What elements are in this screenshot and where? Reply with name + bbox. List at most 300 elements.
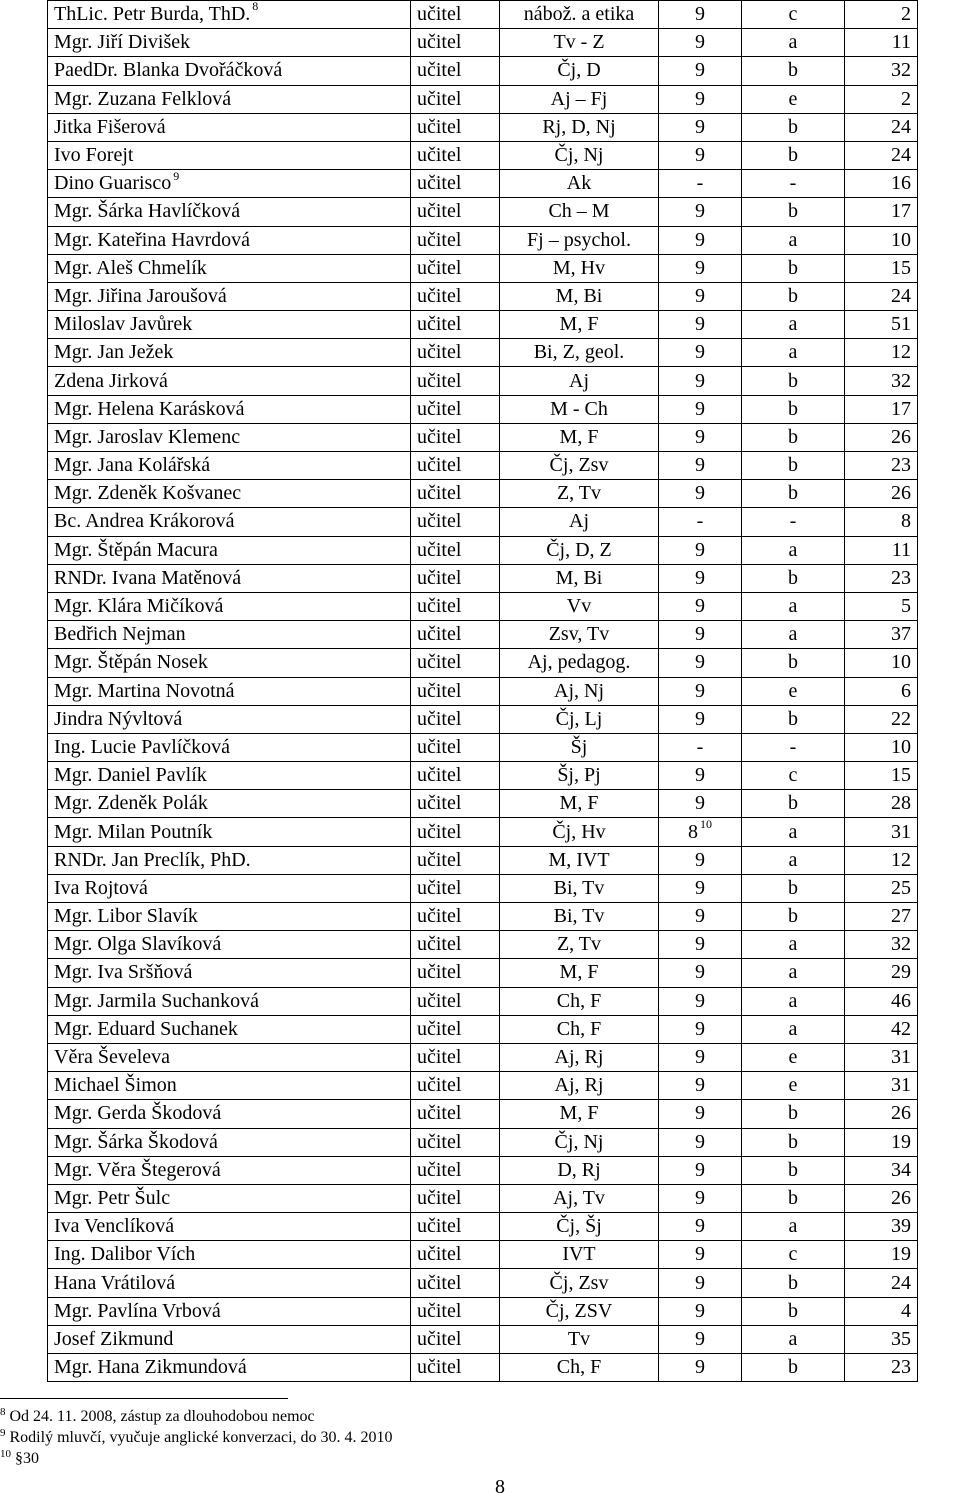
- grade-cell: [659, 1100, 742, 1128]
- number-cell: [845, 1128, 918, 1156]
- table-row: [48, 959, 918, 987]
- subjects-cell-text: Čj, Hv: [552, 820, 606, 843]
- footnote-line: [0, 1406, 393, 1427]
- subjects-cell-text: Z, Tv: [556, 933, 602, 956]
- subjects-cell-text: Aj, Nj: [554, 679, 604, 702]
- table-row: [48, 1297, 918, 1325]
- role-cell: [411, 1213, 500, 1241]
- subjects-cell-text: Vv: [566, 595, 592, 618]
- class-cell: [742, 480, 845, 508]
- subjects-cell-text: Aj, Rj: [554, 1074, 604, 1097]
- subjects-cell-text: Bi, Tv: [553, 905, 605, 928]
- subjects-cell-text: M - Ch: [550, 397, 608, 420]
- number-cell-text: 6: [901, 679, 911, 702]
- staff-name-cell: [48, 480, 411, 508]
- class-cell-text: b: [788, 566, 798, 589]
- staff-name-cell: [48, 677, 411, 705]
- staff-name-cell: [48, 790, 411, 818]
- grade-cell-text: 9: [695, 1215, 705, 1238]
- table-row: [48, 1184, 918, 1212]
- role-cell: [411, 226, 500, 254]
- role-cell-text: učitel: [417, 735, 462, 758]
- staff-name-cell-text: Mgr. Martina Novotná: [54, 679, 235, 702]
- table-row: [48, 790, 918, 818]
- role-cell-text: učitel: [417, 1356, 462, 1379]
- number-cell: [845, 959, 918, 987]
- subjects-cell-text: Čj, D: [557, 59, 601, 82]
- grade-cell-text: 9: [695, 1074, 705, 1097]
- role-cell: [411, 508, 500, 536]
- class-cell: [742, 141, 845, 169]
- subjects-cell-text: Aj: [569, 510, 589, 533]
- staff-name-cell: [48, 931, 411, 959]
- staff-name-cell-text: Ivo Forejt: [54, 144, 134, 167]
- staff-name-cell: [48, 1156, 411, 1184]
- number-cell-text: 15: [891, 256, 911, 279]
- subjects-cell-text: Bi, Z, geol.: [533, 341, 625, 364]
- grade-cell: [659, 254, 742, 282]
- number-cell-text: 26: [891, 1186, 911, 1209]
- table-row: [48, 1269, 918, 1297]
- table-row: [48, 1354, 918, 1382]
- table-row: [48, 592, 918, 620]
- staff-name-cell: [48, 1297, 411, 1325]
- number-cell-text: 29: [891, 961, 911, 984]
- grade-cell: [659, 1072, 742, 1100]
- staff-name-cell-text: Mgr. Gerda Škodová: [54, 1102, 222, 1125]
- staff-name-cell: [48, 395, 411, 423]
- number-cell-text: 51: [891, 313, 911, 336]
- class-cell-text: b: [788, 397, 798, 420]
- staff-name-cell: [48, 113, 411, 141]
- role-cell: [411, 1325, 500, 1353]
- class-cell-text: c: [788, 1243, 798, 1266]
- role-cell-text: učitel: [417, 1017, 462, 1040]
- subjects-cell: [500, 959, 659, 987]
- role-cell: [411, 423, 500, 451]
- subjects-cell-text: Tv - Z: [553, 31, 605, 54]
- role-cell: [411, 480, 500, 508]
- subjects-cell: [500, 1184, 659, 1212]
- staff-name-cell: [48, 1269, 411, 1297]
- subjects-cell: [500, 57, 659, 85]
- number-cell-text: 31: [891, 1046, 911, 1069]
- number-cell: [845, 564, 918, 592]
- subjects-cell: [500, 1354, 659, 1382]
- class-cell: [742, 282, 845, 310]
- grade-cell-text: 9: [695, 1046, 705, 1069]
- grade-cell-text: 9: [695, 313, 705, 336]
- subjects-cell-text: M, F: [559, 1102, 599, 1125]
- class-cell: [742, 508, 845, 536]
- footnotes: [0, 1406, 393, 1469]
- subjects-cell: [500, 113, 659, 141]
- subjects-cell: [500, 592, 659, 620]
- staff-name-cell: [48, 367, 411, 395]
- class-cell: [742, 762, 845, 790]
- subjects-cell-text: Bi, Tv: [553, 876, 605, 899]
- role-cell: [411, 1043, 500, 1071]
- number-cell-text: 34: [891, 1158, 911, 1181]
- staff-name-cell: [48, 1241, 411, 1269]
- staff-name-cell-text: Mgr. Štěpán Nosek: [54, 651, 208, 674]
- class-cell-text: b: [788, 200, 798, 223]
- staff-name-cell-text: RNDr. Ivana Matěnová: [54, 566, 242, 589]
- class-cell: [742, 170, 845, 198]
- staff-name-cell-text: Mgr. Štěpán Macura: [54, 538, 218, 561]
- class-cell: [742, 1043, 845, 1071]
- subjects-cell: [500, 1072, 659, 1100]
- grade-cell-text: 9: [695, 792, 705, 815]
- role-cell-text: učitel: [417, 144, 462, 167]
- role-cell: [411, 959, 500, 987]
- class-cell: [742, 846, 845, 874]
- class-cell-text: a: [788, 1017, 798, 1040]
- role-cell-text: učitel: [417, 397, 462, 420]
- subjects-cell: [500, 818, 659, 846]
- class-cell: [742, 1072, 845, 1100]
- staff-name-cell-text: Mgr. Daniel Pavlík: [54, 764, 207, 787]
- class-cell-text: a: [788, 989, 798, 1012]
- role-cell: [411, 733, 500, 761]
- grade-cell: [659, 282, 742, 310]
- staff-name-cell-text: Mgr. Kateřina Havrdová: [54, 228, 251, 251]
- table-row: [48, 367, 918, 395]
- staff-name-cell-text: Mgr. Pavlína Vrbová: [54, 1299, 221, 1322]
- table-row: [48, 564, 918, 592]
- grade-cell: [659, 1325, 742, 1353]
- grade-cell: [659, 311, 742, 339]
- role-cell: [411, 1354, 500, 1382]
- role-cell: [411, 621, 500, 649]
- subjects-cell-text: Ch, F: [556, 989, 602, 1012]
- staff-name-cell-text: Mgr. Hana Zikmundová: [54, 1356, 247, 1379]
- class-cell: [742, 367, 845, 395]
- number-cell: [845, 311, 918, 339]
- staff-name-cell: [48, 1184, 411, 1212]
- class-cell-text: e: [788, 1046, 798, 1069]
- role-cell: [411, 29, 500, 57]
- number-cell: [845, 1213, 918, 1241]
- class-cell: [742, 1269, 845, 1297]
- class-cell-text: b: [788, 284, 798, 307]
- grade-cell-text: 8: [688, 820, 698, 843]
- subjects-cell: [500, 1325, 659, 1353]
- grade-cell-text: 9: [695, 3, 705, 26]
- class-cell: [742, 339, 845, 367]
- subjects-cell: [500, 395, 659, 423]
- role-cell-text: učitel: [417, 228, 462, 251]
- grade-cell-text: 9: [695, 538, 705, 561]
- role-cell-text: učitel: [417, 115, 462, 138]
- number-cell-text: 19: [891, 1243, 911, 1266]
- role-cell: [411, 113, 500, 141]
- number-cell: [845, 1241, 918, 1269]
- staff-name-cell-text: Michael Šimon: [54, 1074, 177, 1097]
- subjects-cell: [500, 1297, 659, 1325]
- role-cell-text: učitel: [417, 313, 462, 336]
- number-cell-text: 5: [901, 595, 911, 618]
- grade-cell-text: 9: [695, 1243, 705, 1266]
- number-cell-text: 24: [891, 284, 911, 307]
- number-cell: [845, 733, 918, 761]
- subjects-cell: [500, 1043, 659, 1071]
- class-cell: [742, 226, 845, 254]
- staff-name-cell-text: ThLic. Petr Burda, ThD.: [54, 3, 251, 26]
- class-cell-text: a: [788, 341, 798, 364]
- footnote-ref: 9: [173, 168, 180, 183]
- class-cell: [742, 254, 845, 282]
- staff-name-cell-text: Mgr. Jan Ježek: [54, 341, 174, 364]
- number-cell-text: 23: [891, 566, 911, 589]
- grade-cell-text: 9: [695, 1356, 705, 1379]
- role-cell: [411, 1241, 500, 1269]
- subjects-cell: [500, 85, 659, 113]
- number-cell-text: 26: [891, 425, 911, 448]
- role-cell: [411, 705, 500, 733]
- grade-cell: [659, 1043, 742, 1071]
- table-row: [48, 762, 918, 790]
- class-cell-text: b: [788, 707, 798, 730]
- number-cell: [845, 874, 918, 902]
- staff-name-cell-text: Mgr. Šárka Škodová: [54, 1130, 218, 1153]
- staff-name-cell-text: Věra Ševeleva: [54, 1046, 171, 1069]
- staff-name-cell: [48, 311, 411, 339]
- role-cell-text: učitel: [417, 989, 462, 1012]
- class-cell-text: -: [789, 510, 797, 533]
- staff-name-cell: [48, 846, 411, 874]
- subjects-cell-text: Aj: [569, 369, 589, 392]
- grade-cell-text: 9: [695, 59, 705, 82]
- subjects-cell-text: Aj, Tv: [553, 1186, 605, 1209]
- class-cell: [742, 57, 845, 85]
- grade-cell: [659, 762, 742, 790]
- number-cell-text: 15: [891, 764, 911, 787]
- grade-cell: [659, 1213, 742, 1241]
- staff-name-cell-text: Bedřich Nejman: [54, 623, 186, 646]
- class-cell-text: -: [789, 735, 797, 758]
- staff-name-cell: [48, 254, 411, 282]
- class-cell: [742, 452, 845, 480]
- role-cell-text: učitel: [417, 482, 462, 505]
- grade-cell-text: 9: [695, 1186, 705, 1209]
- role-cell: [411, 592, 500, 620]
- subjects-cell: [500, 987, 659, 1015]
- subjects-cell: [500, 931, 659, 959]
- number-cell-text: 11: [891, 31, 911, 54]
- role-cell: [411, 931, 500, 959]
- subjects-cell-text: IVT: [562, 1243, 596, 1266]
- class-cell: [742, 790, 845, 818]
- grade-cell-text: 9: [695, 1271, 705, 1294]
- grade-cell-text: -: [696, 510, 704, 533]
- grade-cell: [659, 1, 742, 29]
- role-cell-text: učitel: [417, 87, 462, 110]
- subjects-cell: [500, 846, 659, 874]
- number-cell-text: 26: [891, 482, 911, 505]
- subjects-cell: [500, 170, 659, 198]
- number-cell-text: 46: [891, 989, 911, 1012]
- table-row: [48, 254, 918, 282]
- staff-name-cell: [48, 536, 411, 564]
- table-row: [48, 649, 918, 677]
- class-cell: [742, 959, 845, 987]
- table-row: [48, 1213, 918, 1241]
- subjects-cell: [500, 790, 659, 818]
- role-cell: [411, 170, 500, 198]
- table-row: [48, 705, 918, 733]
- role-cell: [411, 85, 500, 113]
- number-cell-text: 19: [891, 1130, 911, 1153]
- role-cell: [411, 987, 500, 1015]
- staff-name-cell: [48, 1, 411, 29]
- table-row: [48, 1128, 918, 1156]
- role-cell: [411, 564, 500, 592]
- role-cell: [411, 1072, 500, 1100]
- footnote-line: [0, 1427, 393, 1448]
- class-cell: [742, 592, 845, 620]
- grade-cell-text: 9: [695, 256, 705, 279]
- grade-cell: [659, 170, 742, 198]
- grade-cell: [659, 592, 742, 620]
- grade-cell-text: 9: [695, 595, 705, 618]
- grade-cell-text: 9: [695, 87, 705, 110]
- number-cell: [845, 931, 918, 959]
- staff-name-cell: [48, 903, 411, 931]
- number-cell: [845, 818, 918, 846]
- grade-cell: [659, 649, 742, 677]
- table-row: [48, 113, 918, 141]
- number-cell-text: 35: [891, 1327, 911, 1350]
- staff-name-cell: [48, 170, 411, 198]
- role-cell-text: učitel: [417, 1074, 462, 1097]
- grade-cell-text: 9: [695, 1158, 705, 1181]
- staff-name-cell: [48, 564, 411, 592]
- subjects-cell-text: Čj, D, Z: [546, 538, 612, 561]
- footnote-mark: 10: [0, 1447, 11, 1460]
- grade-cell: [659, 423, 742, 451]
- class-cell-text: b: [788, 1356, 798, 1379]
- subjects-cell: [500, 1100, 659, 1128]
- class-cell-text: a: [788, 538, 798, 561]
- class-cell-text: e: [788, 87, 798, 110]
- grade-cell: [659, 1269, 742, 1297]
- number-cell: [845, 141, 918, 169]
- table-row: [48, 452, 918, 480]
- role-cell-text: učitel: [417, 1215, 462, 1238]
- table-row: [48, 480, 918, 508]
- staff-table-body: [48, 1, 918, 1382]
- grade-cell: [659, 959, 742, 987]
- staff-name-cell-text: Mgr. Jana Kolářská: [54, 454, 211, 477]
- role-cell-text: učitel: [417, 59, 462, 82]
- class-cell: [742, 903, 845, 931]
- role-cell-text: učitel: [417, 172, 462, 195]
- subjects-cell-text: Čj, Zsv: [549, 454, 609, 477]
- staff-name-cell: [48, 282, 411, 310]
- staff-name-cell-text: Bc. Andrea Krákorová: [54, 510, 235, 533]
- number-cell-text: 17: [891, 397, 911, 420]
- staff-name-cell-text: Dino Guarisco: [54, 172, 172, 195]
- class-cell: [742, 818, 845, 846]
- role-cell-text: učitel: [417, 256, 462, 279]
- table-row: [48, 1072, 918, 1100]
- role-cell: [411, 141, 500, 169]
- subjects-cell: [500, 226, 659, 254]
- number-cell-text: 31: [891, 820, 911, 843]
- staff-name-cell: [48, 987, 411, 1015]
- subjects-cell-text: Šj, Pj: [557, 764, 601, 787]
- grade-cell: [659, 621, 742, 649]
- class-cell-text: b: [788, 1186, 798, 1209]
- staff-name-cell: [48, 226, 411, 254]
- table-row: [48, 903, 918, 931]
- subjects-cell-text: M, Hv: [552, 256, 606, 279]
- number-cell: [845, 846, 918, 874]
- role-cell-text: učitel: [417, 707, 462, 730]
- number-cell: [845, 1269, 918, 1297]
- role-cell: [411, 1297, 500, 1325]
- role-cell: [411, 818, 500, 846]
- grade-cell: [659, 198, 742, 226]
- subjects-cell: [500, 874, 659, 902]
- class-cell: [742, 564, 845, 592]
- staff-name-cell: [48, 29, 411, 57]
- table-row: [48, 1, 918, 29]
- grade-cell: [659, 818, 742, 846]
- subjects-cell: [500, 254, 659, 282]
- class-cell-text: a: [788, 933, 798, 956]
- staff-name-cell-text: Ing. Dalibor Vích: [54, 1243, 196, 1266]
- number-cell-text: 37: [891, 623, 911, 646]
- number-cell: [845, 57, 918, 85]
- subjects-cell: [500, 198, 659, 226]
- subjects-cell: [500, 1213, 659, 1241]
- subjects-cell-text: M, F: [559, 792, 599, 815]
- subjects-cell: [500, 141, 659, 169]
- table-row: [48, 226, 918, 254]
- grade-cell-text: 9: [695, 961, 705, 984]
- grade-cell-text: 9: [695, 482, 705, 505]
- subjects-cell-text: M, F: [559, 961, 599, 984]
- role-cell: [411, 649, 500, 677]
- table-row: [48, 931, 918, 959]
- class-cell-text: a: [788, 313, 798, 336]
- number-cell-text: 12: [891, 848, 911, 871]
- class-cell: [742, 1354, 845, 1382]
- number-cell: [845, 170, 918, 198]
- subjects-cell-text: Ak: [566, 172, 592, 195]
- subjects-cell-text: M, IVT: [548, 848, 610, 871]
- role-cell: [411, 1156, 500, 1184]
- role-cell: [411, 57, 500, 85]
- role-cell: [411, 874, 500, 902]
- role-cell: [411, 536, 500, 564]
- grade-cell-text: 9: [695, 1327, 705, 1350]
- staff-name-cell: [48, 339, 411, 367]
- staff-name-cell-text: Mgr. Šárka Havlíčková: [54, 200, 241, 223]
- subjects-cell-text: Aj – Fj: [550, 87, 608, 110]
- class-cell: [742, 1325, 845, 1353]
- grade-cell: [659, 790, 742, 818]
- table-row: [48, 1156, 918, 1184]
- class-cell-text: a: [788, 228, 798, 251]
- number-cell: [845, 536, 918, 564]
- grade-cell-text: 9: [695, 397, 705, 420]
- class-cell-text: b: [788, 876, 798, 899]
- class-cell-text: -: [789, 172, 797, 195]
- role-cell-text: učitel: [417, 792, 462, 815]
